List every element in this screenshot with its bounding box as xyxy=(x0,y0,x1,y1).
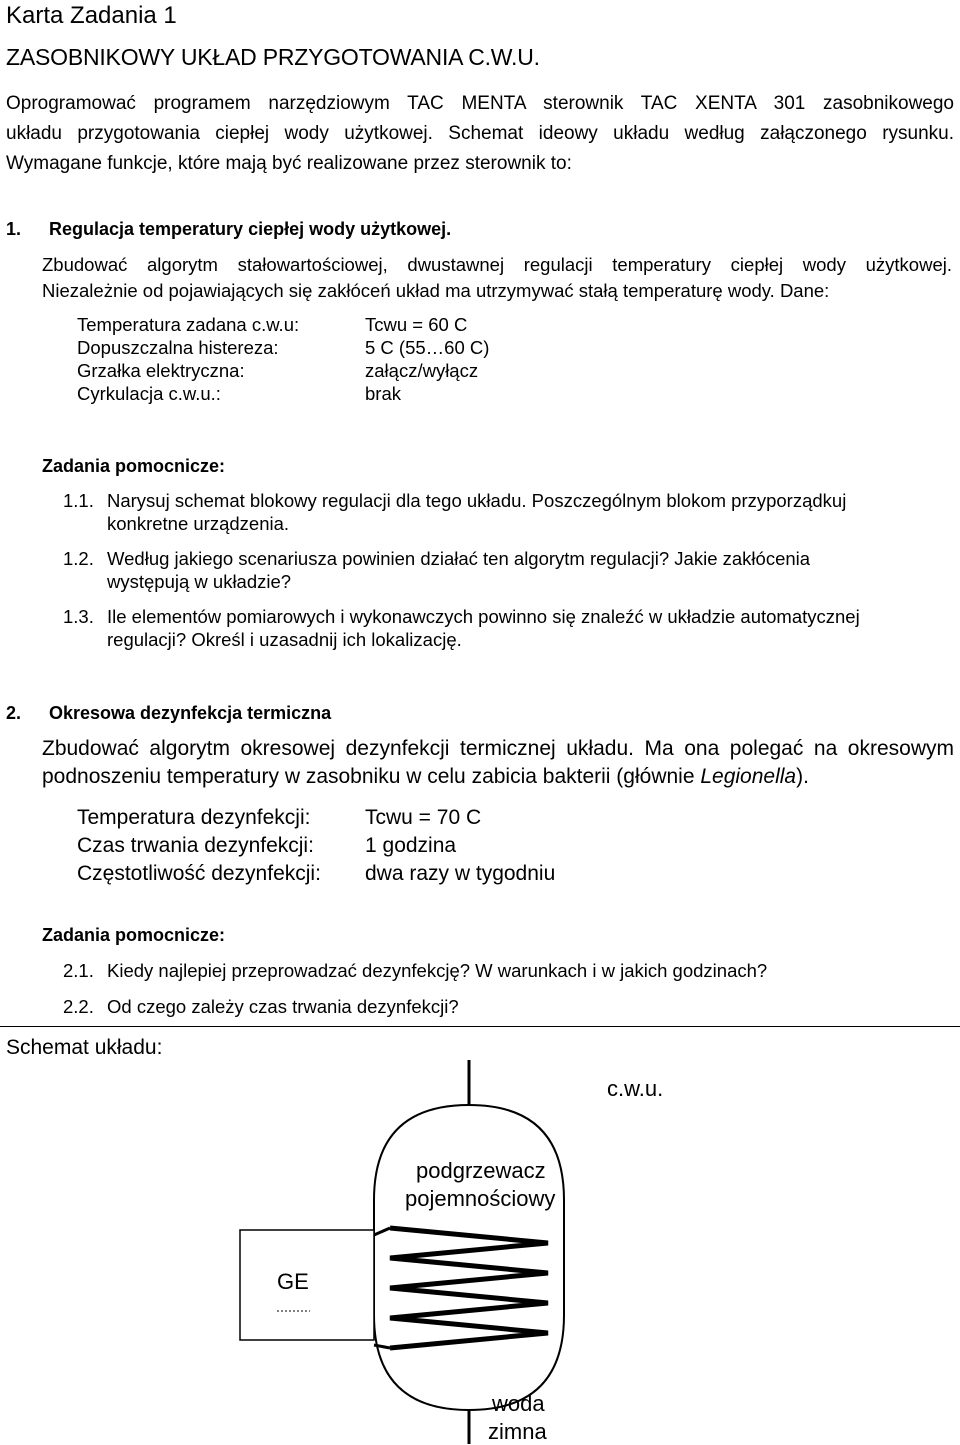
tank-label-1: podgrzewacz xyxy=(416,1158,546,1183)
param-label: Cyrkulacja c.w.u.: xyxy=(77,383,221,404)
section-1-heading: Regulacja temperatury ciepłej wody użytkowej. xyxy=(49,219,452,239)
param-label: Częstotliwość dezynfekcji: xyxy=(77,862,321,885)
divider xyxy=(0,1026,960,1027)
param-label: Temperatura zadana c.w.u: xyxy=(77,314,300,335)
param-label: Grzałka elektryczna: xyxy=(77,360,245,381)
page-title: Karta Zadania 1 xyxy=(6,2,177,29)
aux-number: 2.2. xyxy=(63,996,94,1017)
hot-water-label: c.w.u. xyxy=(607,1076,664,1101)
aux-heading-2: Zadania pomocnicze: xyxy=(42,925,226,945)
section-2-number: 2. xyxy=(6,703,22,723)
heating-coil xyxy=(390,1228,548,1348)
section-1-number: 1. xyxy=(6,219,22,239)
intro-line-3: Wymagane funkcje, które mają być realizowane przez sterownik to: xyxy=(6,153,572,174)
param-label: Dopuszczalna histereza: xyxy=(77,337,279,358)
section-2-body-1: Zbudować algorytm okresowej dezynfekcji termicznej układu. Ma ona polegać na okresowym xyxy=(42,737,954,760)
aux-line: regulacji? Określ i uzasadnij ich lokalizację. xyxy=(107,629,462,650)
param-value: 5 C (55…60 C) xyxy=(365,337,490,358)
cold-water-label-2: zimna xyxy=(488,1419,547,1444)
schema-diagram xyxy=(0,1030,960,1444)
aux-line: Według jakiego scenariusza powinien działać ten algorytm regulacji? Jakie zakłócenia xyxy=(107,548,811,569)
param-value: Tcwu = 70 C xyxy=(365,806,482,829)
param-value: załącz/wyłącz xyxy=(365,360,479,381)
section-1-body-1: Zbudować algorytm stałowartościowej, dwustawnej regulacji temperatury ciepłej wody użytkowej. xyxy=(42,254,952,275)
aux-line: Kiedy najlepiej przeprowadzać dezynfekcję? W warunkach i w jakich godzinach? xyxy=(107,960,768,981)
param-value: 1 godzina xyxy=(365,834,457,857)
aux-line: konkretne urządzenia. xyxy=(107,513,290,534)
param-value: Tcwu = 60 C xyxy=(365,314,468,335)
schema-heading: Schemat układu: xyxy=(6,1036,163,1059)
page-subtitle: ZASOBNIKOWY UKŁAD PRZYGOTOWANIA C.W.U. xyxy=(6,44,540,70)
section-1-body-2: Niezależnie od pojawiających się zakłóceń układ ma utrzymywać stałą temperaturę wody. Dane: xyxy=(42,280,830,301)
aux-line: Narysuj schemat blokowy regulacji dla tego układu. Poszczególnym blokom przyporządkuj xyxy=(107,490,847,511)
aux-number: 2.1. xyxy=(63,960,94,981)
intro-line-2: układu przygotowania ciepłej wody użytkowej. Schemat ideowy układu według załączonego rysunku. xyxy=(6,123,954,144)
aux-line: występują w układzie? xyxy=(107,571,292,592)
param-label: Temperatura dezynfekcji: xyxy=(77,806,311,829)
aux-heading-1: Zadania pomocnicze: xyxy=(42,456,226,476)
heater-label: GE xyxy=(277,1269,309,1294)
intro-line-1: Oprogramować programem narzędziowym TAC MENTA sterownik TAC XENTA 301 zasobnikowego xyxy=(6,93,954,114)
param-value: dwa razy w tygodniu xyxy=(365,862,556,885)
aux-number: 1.3. xyxy=(63,606,94,627)
aux-number: 1.1. xyxy=(63,490,94,511)
cold-water-label-1: woda xyxy=(492,1391,545,1416)
aux-line: Ile elementów pomiarowych i wykonawczych powinno się znaleźć w układzie automatycznej xyxy=(107,606,860,627)
section-2-heading: Okresowa dezynfekcja termiczna xyxy=(49,703,332,723)
section-2-body-2: podnoszeniu temperatury w zasobniku w celu zabicia bakterii (głównie Legionella). xyxy=(42,765,809,788)
param-value: brak xyxy=(365,383,401,404)
aux-line: Od czego zależy czas trwania dezynfekcji? xyxy=(107,996,459,1017)
param-label: Czas trwania dezynfekcji: xyxy=(77,834,314,857)
aux-number: 1.2. xyxy=(63,548,94,569)
tank-label-2: pojemnościowy xyxy=(405,1186,556,1211)
